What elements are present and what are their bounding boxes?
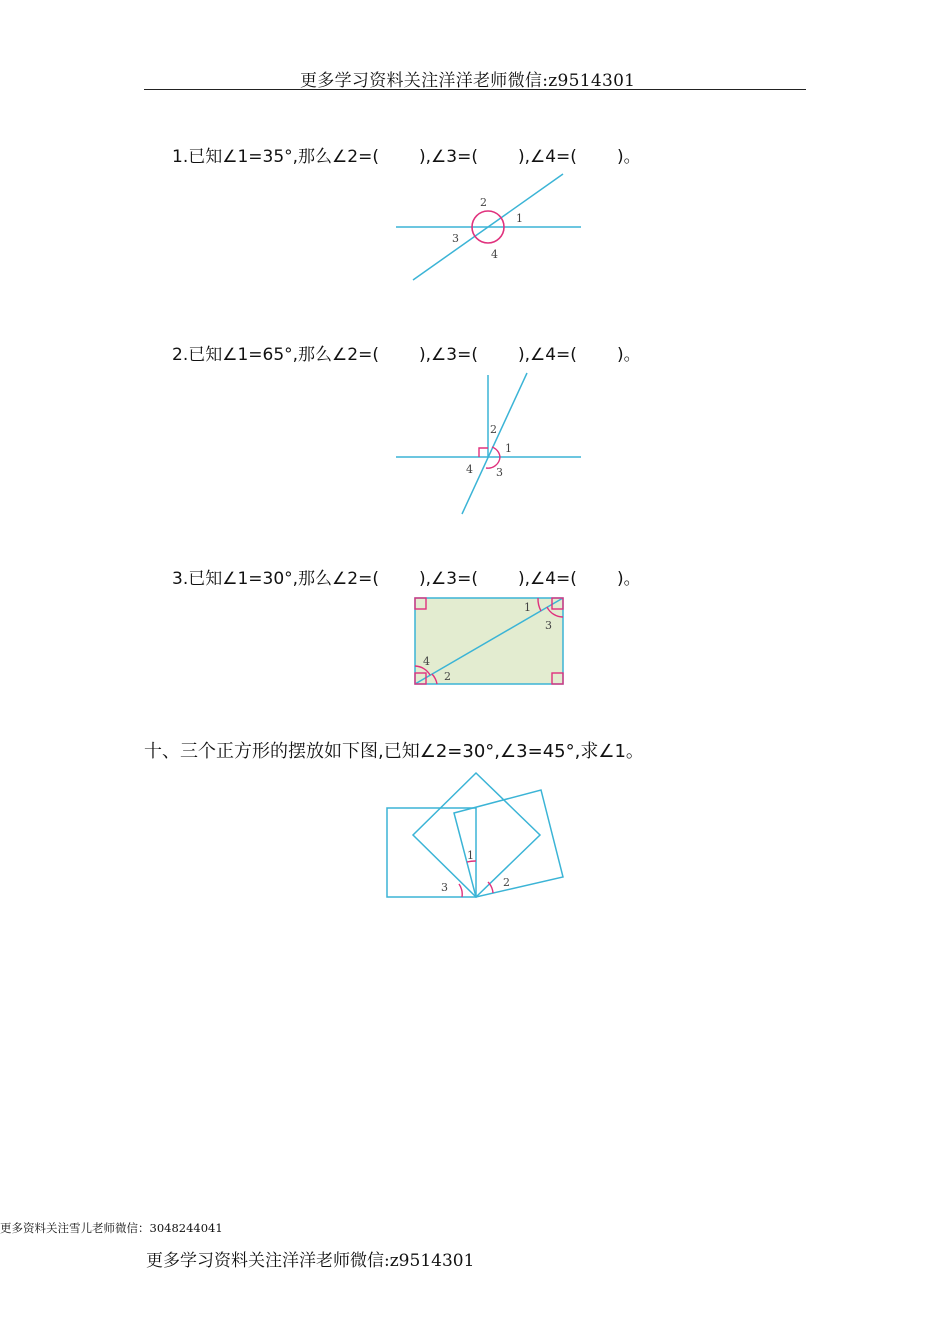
angle-arc	[459, 884, 462, 897]
question-2-mid2: ),∠4=(	[517, 345, 577, 365]
question-2-prefix: 2.已知∠1=65°,那么∠2=(	[172, 345, 379, 365]
question-1-mid1: ),∠3=(	[419, 147, 478, 167]
angle-label-2: 2	[490, 423, 497, 436]
question-3-mid1: ),∠3=(	[419, 569, 478, 589]
figure-2	[396, 373, 581, 514]
angle-label-1: 1	[467, 849, 474, 862]
problem-10: 十、三个正方形的摆放如下图,已知∠2=30°,∠3=45°,求∠1。	[144, 741, 644, 762]
question-3-prefix: 3.已知∠1=30°,那么∠2=(	[172, 569, 379, 589]
figure-1	[396, 174, 581, 280]
question-2-mid1: ),∠3=(	[419, 345, 478, 365]
angle-label-4: 4	[491, 248, 498, 261]
angle-label-3: 3	[441, 881, 448, 894]
slanted-line	[462, 373, 527, 514]
angle-label-4: 4	[423, 655, 430, 668]
footer-small-text: 更多资料关注雪儿老师微信：3048244041	[0, 1221, 223, 1235]
question-3-mid2: ),∠4=(	[517, 569, 577, 589]
angle-label-3: 3	[545, 619, 552, 632]
figure-4	[387, 773, 563, 897]
angle-label-2: 2	[503, 876, 510, 889]
question-2-suffix: )。	[616, 345, 641, 365]
angle-label-2: 2	[480, 196, 487, 209]
angle-label-3: 3	[452, 232, 459, 245]
angle-label-1: 1	[505, 442, 512, 455]
right-angle-mark	[479, 448, 488, 457]
header-text: 更多学习资料关注洋洋老师微信:z9514301	[300, 71, 636, 91]
angle-label-1: 1	[516, 212, 523, 225]
question-1-prefix: 1.已知∠1=35°,那么∠2=(	[172, 147, 379, 167]
angle-label-4: 4	[466, 463, 473, 476]
question-1-suffix: )。	[616, 147, 641, 167]
question-3-suffix: )。	[616, 569, 641, 589]
angle-label-3: 3	[496, 466, 503, 479]
question-1-mid2: ),∠4=(	[517, 147, 577, 167]
angle-label-2: 2	[444, 670, 451, 683]
figure-3	[415, 598, 563, 684]
footer-text: 更多学习资料关注洋洋老师微信:z9514301	[146, 1251, 475, 1271]
angle-label-1: 1	[524, 601, 531, 614]
